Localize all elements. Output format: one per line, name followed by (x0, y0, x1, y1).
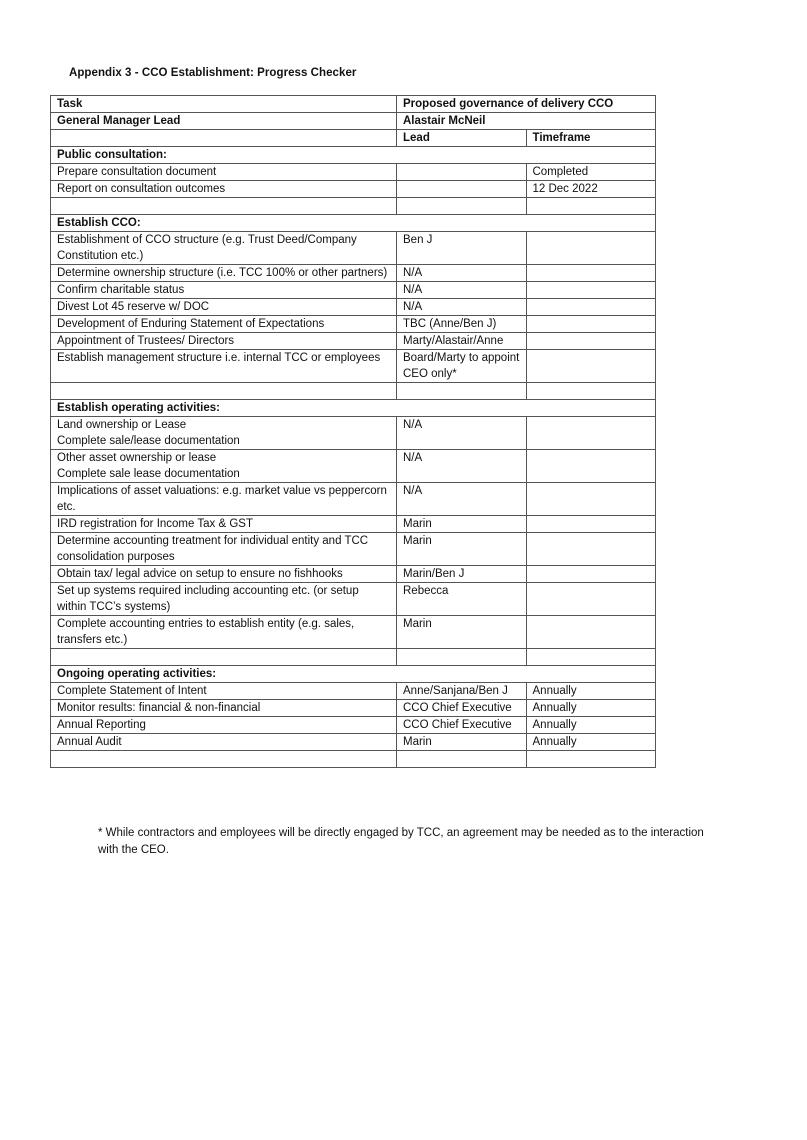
lead-cell: Marin/Ben J (397, 566, 527, 583)
governance-column-header: Proposed governance of delivery CCO (397, 96, 656, 113)
page-title: Appendix 3 - CCO Establishment: Progress Checker (69, 67, 357, 79)
timeframe-cell (526, 533, 656, 566)
gm-lead-name: Alastair McNeil (397, 113, 656, 130)
task-cell: Set up systems required including accounting etc. (or setup within TCC’s systems) (51, 583, 397, 616)
table-row (51, 566, 656, 583)
table-row (51, 683, 656, 700)
timeframe-cell (526, 417, 656, 450)
lead-cell: CCO Chief Executive (397, 717, 527, 734)
timeframe-cell (526, 282, 656, 299)
section-heading-establish-cco: Establish CCO: (51, 215, 656, 232)
timeframe-cell (526, 516, 656, 533)
lead-cell: N/A (397, 483, 527, 516)
spacer-row (51, 198, 656, 215)
task-cell: Annual Reporting (51, 717, 397, 734)
table-row (51, 417, 656, 450)
task-cell: Determine ownership structure (i.e. TCC 100% or other partners) (51, 265, 397, 282)
task-line: Complete sale/lease documentation (57, 435, 240, 447)
lead-cell: Board/Marty to appoint CEO only* (397, 350, 527, 383)
lead-cell: N/A (397, 282, 527, 299)
table-row (51, 700, 656, 717)
lead-cell: Rebecca (397, 583, 527, 616)
lead-cell: N/A (397, 299, 527, 316)
table-header-row (51, 96, 656, 113)
section-heading-row (51, 147, 656, 164)
table-row (51, 299, 656, 316)
lead-cell: TBC (Anne/Ben J) (397, 316, 527, 333)
lead-cell: Marin (397, 734, 527, 751)
task-cell (51, 450, 397, 483)
lead-cell: Marty/Alastair/Anne (397, 333, 527, 350)
gm-lead-label: General Manager Lead (51, 113, 397, 130)
lead-cell: Marin (397, 616, 527, 649)
task-cell: Annual Audit (51, 734, 397, 751)
timeframe-cell: Annually (526, 683, 656, 700)
timeframe-cell (526, 566, 656, 583)
task-cell: Prepare consultation document (51, 164, 397, 181)
task-cell: Establishment of CCO structure (e.g. Trust Deed/Company Constitution etc.) (51, 232, 397, 265)
timeframe-cell (526, 299, 656, 316)
lead-cell: Marin (397, 516, 527, 533)
table-row (51, 265, 656, 282)
timeframe-cell (526, 616, 656, 649)
table-row (51, 616, 656, 649)
timeframe-cell (526, 316, 656, 333)
spacer-row (51, 383, 656, 400)
section-heading-public-consultation: Public consultation: (51, 147, 656, 164)
section-heading-row (51, 215, 656, 232)
lead-cell: Marin (397, 533, 527, 566)
task-cell: Development of Enduring Statement of Expectations (51, 316, 397, 333)
timeframe-cell: 12 Dec 2022 (526, 181, 656, 198)
timeframe-cell: Completed (526, 164, 656, 181)
lead-cell: CCO Chief Executive (397, 700, 527, 717)
lead-cell (397, 181, 527, 198)
task-cell: Report on consultation outcomes (51, 181, 397, 198)
lead-cell: N/A (397, 417, 527, 450)
timeframe-cell (526, 583, 656, 616)
task-cell: Complete Statement of Intent (51, 683, 397, 700)
task-cell: Appointment of Trustees/ Directors (51, 333, 397, 350)
task-cell: Confirm charitable status (51, 282, 397, 299)
task-cell: Monitor results: financial & non-financial (51, 700, 397, 717)
task-line: Other asset ownership or lease (57, 452, 217, 464)
lead-cell: N/A (397, 265, 527, 282)
task-cell: IRD registration for Income Tax & GST (51, 516, 397, 533)
timeframe-cell (526, 333, 656, 350)
timeframe-cell (526, 265, 656, 282)
table-row (51, 181, 656, 198)
table-row (51, 232, 656, 265)
progress-checker-table (50, 95, 656, 768)
timeframe-cell: Annually (526, 717, 656, 734)
spacer-row (51, 751, 656, 768)
timeframe-cell (526, 232, 656, 265)
task-cell: Implications of asset valuations: e.g. market value vs peppercorn etc. (51, 483, 397, 516)
gm-lead-row (51, 113, 656, 130)
table-row (51, 164, 656, 181)
spacer-row (51, 649, 656, 666)
task-cell: Establish management structure i.e. internal TCC or employees (51, 350, 397, 383)
lead-cell: Ben J (397, 232, 527, 265)
timeframe-cell (526, 450, 656, 483)
table-row (51, 583, 656, 616)
section-heading-row (51, 400, 656, 417)
empty-cell (51, 130, 397, 147)
timeframe-cell (526, 350, 656, 383)
table-row (51, 734, 656, 751)
table-row (51, 350, 656, 383)
task-column-header: Task (51, 96, 397, 113)
table-row (51, 450, 656, 483)
task-cell (51, 417, 397, 450)
table-row (51, 316, 656, 333)
task-cell: Divest Lot 45 reserve w/ DOC (51, 299, 397, 316)
table-row (51, 717, 656, 734)
timeframe-column-header: Timeframe (526, 130, 656, 147)
table-row (51, 483, 656, 516)
footnote: * While contractors and employees will be directly engaged by TCC, an agreement may be needed as to the interaction with the CEO. (98, 827, 704, 856)
section-heading-row (51, 666, 656, 683)
lead-column-header: Lead (397, 130, 527, 147)
task-line: Land ownership or Lease (57, 419, 187, 431)
section-heading-establish-operating: Establish operating activities: (51, 400, 656, 417)
timeframe-cell: Annually (526, 734, 656, 751)
lead-cell: N/A (397, 450, 527, 483)
table-row (51, 516, 656, 533)
task-line: Complete sale lease documentation (57, 468, 240, 480)
subheader-row (51, 130, 656, 147)
timeframe-cell (526, 483, 656, 516)
task-cell: Obtain tax/ legal advice on setup to ensure no fishhooks (51, 566, 397, 583)
timeframe-cell: Annually (526, 700, 656, 717)
table-row (51, 333, 656, 350)
table-row (51, 533, 656, 566)
task-cell: Determine accounting treatment for individual entity and TCC consolidation purposes (51, 533, 397, 566)
lead-cell: Anne/Sanjana/Ben J (397, 683, 527, 700)
section-heading-ongoing-operating: Ongoing operating activities: (51, 666, 656, 683)
task-cell: Complete accounting entries to establish entity (e.g. sales, transfers etc.) (51, 616, 397, 649)
lead-cell (397, 164, 527, 181)
table-row (51, 282, 656, 299)
